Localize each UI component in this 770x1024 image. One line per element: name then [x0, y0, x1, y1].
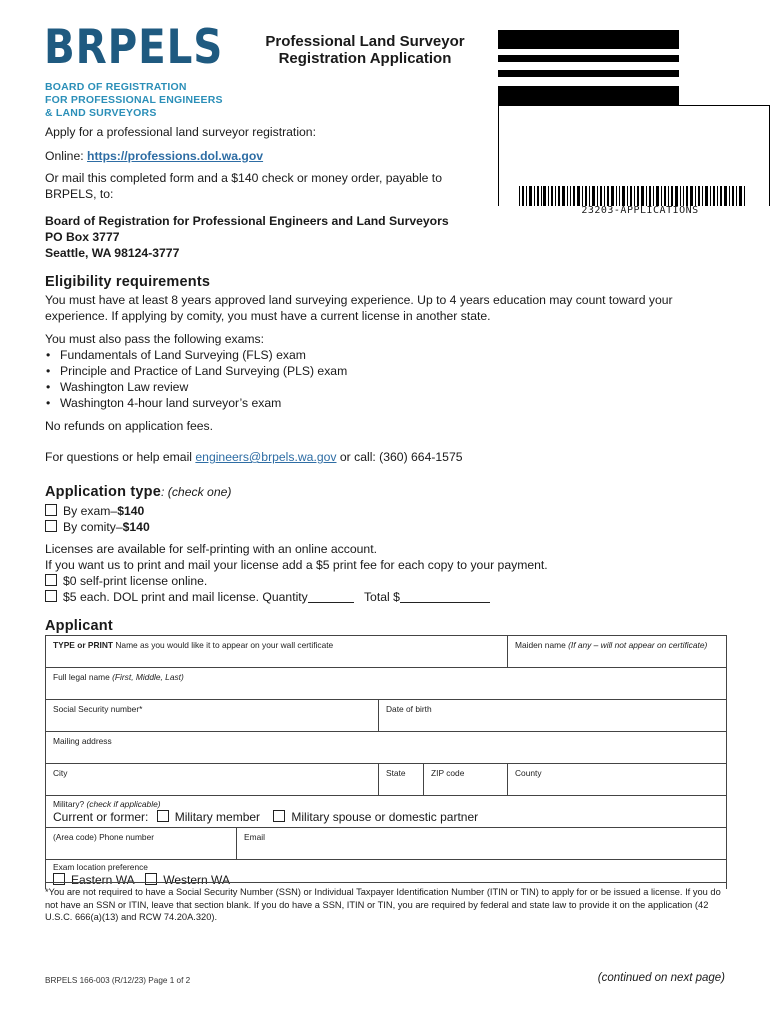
mailing-address-line: PO Box 3777 — [45, 230, 120, 244]
print-mail-label: $5 each. DOL print and mail license. Quantity — [63, 590, 308, 604]
exam-item: • Fundamentals of Land Surveying (FLS) exam — [45, 347, 745, 363]
dob-field[interactable] — [378, 700, 726, 731]
military-options — [53, 810, 478, 824]
state-label: State — [386, 768, 406, 778]
exam-list — [45, 347, 745, 411]
email-label: Email — [244, 832, 265, 842]
maiden-name-label: Maiden name (If any – will not appear on certificate) — [515, 640, 708, 650]
black-bar — [498, 55, 679, 62]
barcode-label: 23203-APPLICATIONS — [581, 205, 699, 216]
exam-item: • Principle and Practice of Land Surveying (PLS) exam — [45, 363, 745, 379]
certificate-name-label: TYPE or PRINT Name as you would like it to appear on your wall certificate — [53, 640, 334, 650]
phone-label: (Area code) Phone number — [53, 832, 155, 842]
eastern-wa-label: Eastern WA — [71, 873, 134, 887]
military-member-label: Military member — [174, 810, 261, 824]
online-line — [45, 148, 485, 164]
mailing-address-label: Mailing address — [53, 736, 112, 746]
refund-note: No refunds on application fees. — [45, 419, 214, 433]
comity-option[interactable] — [45, 519, 745, 535]
phone-field[interactable] — [46, 828, 236, 859]
legal-name-label: Full legal name (First, Middle, Last) — [53, 672, 184, 682]
logo-subtitle-line: BOARD OF REGISTRATION — [45, 81, 187, 93]
apply-text: Apply for a professional land surveyor registration: — [45, 125, 316, 139]
contact-row — [46, 828, 726, 860]
logo-subtitle-line: & LAND SURVEYORS — [45, 107, 157, 119]
app-type-hint: : (check one) — [161, 485, 232, 499]
form-bottom-rule — [45, 882, 726, 883]
form-id: BRPELS 166-003 (R/12/23) Page 1 of 2 — [45, 976, 191, 985]
self-print-label: $0 self-print license online. — [63, 574, 208, 588]
title-line: Professional Land Surveyor — [265, 33, 465, 50]
eligibility-text: You must have at least 8 years approved land surveying experience. Up to 4 years education may count toward your — [45, 293, 673, 307]
comity-option-label: By comity– — [63, 520, 123, 534]
western-wa-label: Western WA — [163, 873, 230, 887]
military-spouse-label: Military spouse or domestic partner — [291, 810, 479, 824]
quantity-field[interactable] — [308, 602, 354, 603]
city-field[interactable] — [46, 764, 378, 795]
black-bar — [498, 70, 679, 77]
exam-item: • Washington 4-hour land surveyor’s exam — [45, 395, 745, 411]
total-label: Total $ — [363, 590, 400, 604]
current-former-label: Current or former: — [53, 810, 149, 824]
app-type-heading-row — [45, 484, 745, 500]
military-spouse-checkbox[interactable] — [273, 810, 285, 822]
exam-location-row — [46, 860, 726, 889]
comity-option-price: $140 — [122, 520, 150, 534]
applicant-heading: Applicant — [45, 618, 113, 634]
online-label: Online: — [45, 149, 84, 163]
logo-subtitle-line: FOR PROFESSIONAL ENGINEERS — [45, 94, 223, 106]
black-bar — [498, 30, 679, 49]
dob-label: Date of birth — [386, 704, 432, 714]
comity-checkbox[interactable] — [45, 520, 57, 532]
mailing-row — [46, 732, 726, 764]
mailing-address-field[interactable] — [46, 732, 726, 763]
exam-item: • Washington Law review — [45, 379, 745, 395]
military-member-checkbox[interactable] — [157, 810, 169, 822]
exam-option[interactable] — [45, 503, 745, 519]
exam-option-label: By exam– — [63, 504, 118, 518]
help-suffix: or call: (360) 664-1575 — [339, 450, 463, 464]
eligibility-heading: Eligibility requirements — [45, 274, 211, 290]
license-text: If you want us to print and mail your license add a $5 print fee for each copy to your payment. — [45, 558, 548, 572]
mailing-address-line: Seattle, WA 98124-3777 — [45, 246, 180, 260]
app-type-heading: Application type — [45, 484, 161, 500]
county-field[interactable] — [507, 764, 726, 795]
name-row — [46, 636, 726, 668]
exam-checkbox[interactable] — [45, 504, 57, 516]
online-link[interactable]: https://professions.dol.wa.gov — [87, 149, 264, 163]
exam-option-price: $140 — [117, 504, 145, 518]
continued-note: (continued on next page) — [597, 972, 725, 984]
military-row — [46, 796, 726, 828]
exam-location-label: Exam location preference — [53, 862, 148, 872]
help-email-link[interactable]: engineers@brpels.wa.gov — [195, 450, 337, 464]
self-print-option[interactable] — [45, 573, 745, 589]
applicant-form — [45, 635, 727, 889]
self-print-checkbox[interactable] — [45, 574, 57, 586]
print-mail-checkbox[interactable] — [45, 590, 57, 602]
total-field[interactable] — [400, 602, 490, 603]
eastern-wa-checkbox[interactable] — [53, 873, 65, 885]
maiden-name-field[interactable] — [507, 636, 726, 667]
email-field[interactable] — [236, 828, 726, 859]
mail-text: BRPELS, to: — [45, 187, 114, 201]
eligibility-section — [45, 274, 745, 465]
county-label: County — [515, 768, 542, 778]
logo-subtitle — [45, 81, 223, 120]
brpels-logo: BRPELS — [44, 20, 224, 75]
ssn-field[interactable] — [46, 700, 378, 731]
zip-field[interactable] — [423, 764, 507, 795]
western-wa-checkbox[interactable] — [145, 873, 157, 885]
title-line: Registration Application — [278, 50, 452, 67]
license-text: Licenses are available for self-printing with an online account. — [45, 542, 377, 556]
mail-text: Or mail this completed form and a $140 check or money order, payable to — [45, 171, 442, 185]
print-mail-option[interactable] — [45, 589, 745, 605]
state-field[interactable] — [378, 764, 423, 795]
certificate-name-field[interactable] — [46, 636, 506, 667]
ssn-label: Social Security number* — [53, 704, 143, 714]
ssn-row — [46, 700, 726, 732]
help-line — [45, 449, 745, 465]
city-row — [46, 764, 726, 796]
legal-name-row — [46, 668, 726, 700]
zip-label: ZIP code — [431, 768, 465, 778]
mailing-address-line: Board of Registration for Professional Engineers and Land Surveyors — [45, 214, 449, 228]
intro-section — [45, 124, 485, 261]
document-title — [240, 33, 490, 67]
eligibility-text: experience. If applying by comity, you must have a current license in another state. — [45, 309, 491, 323]
military-label: Military? (check if applicable) — [53, 799, 161, 809]
ssn-footnote: *You are not required to have a Social Security Number (SSN) or Individual Taxpayer Identification Number (ITIN or TIN) to apply for or be issued a license. If you do not have an SSN or ITIN, leave that section blank. If you do have a SSN, ITIN or TIN, you are required by federal and state law to provide it on the application (42 U.S.C. 666(a)(13) and RCW 74.20A.320). — [45, 887, 721, 922]
barcode — [519, 186, 745, 206]
black-bar — [498, 86, 679, 105]
city-label: City — [53, 768, 68, 778]
help-prefix: For questions or help email — [45, 450, 192, 464]
legal-name-field[interactable] — [46, 668, 726, 699]
exams-intro: You must also pass the following exams: — [45, 332, 265, 346]
application-type-section — [45, 484, 745, 605]
exam-location-options — [53, 873, 230, 887]
